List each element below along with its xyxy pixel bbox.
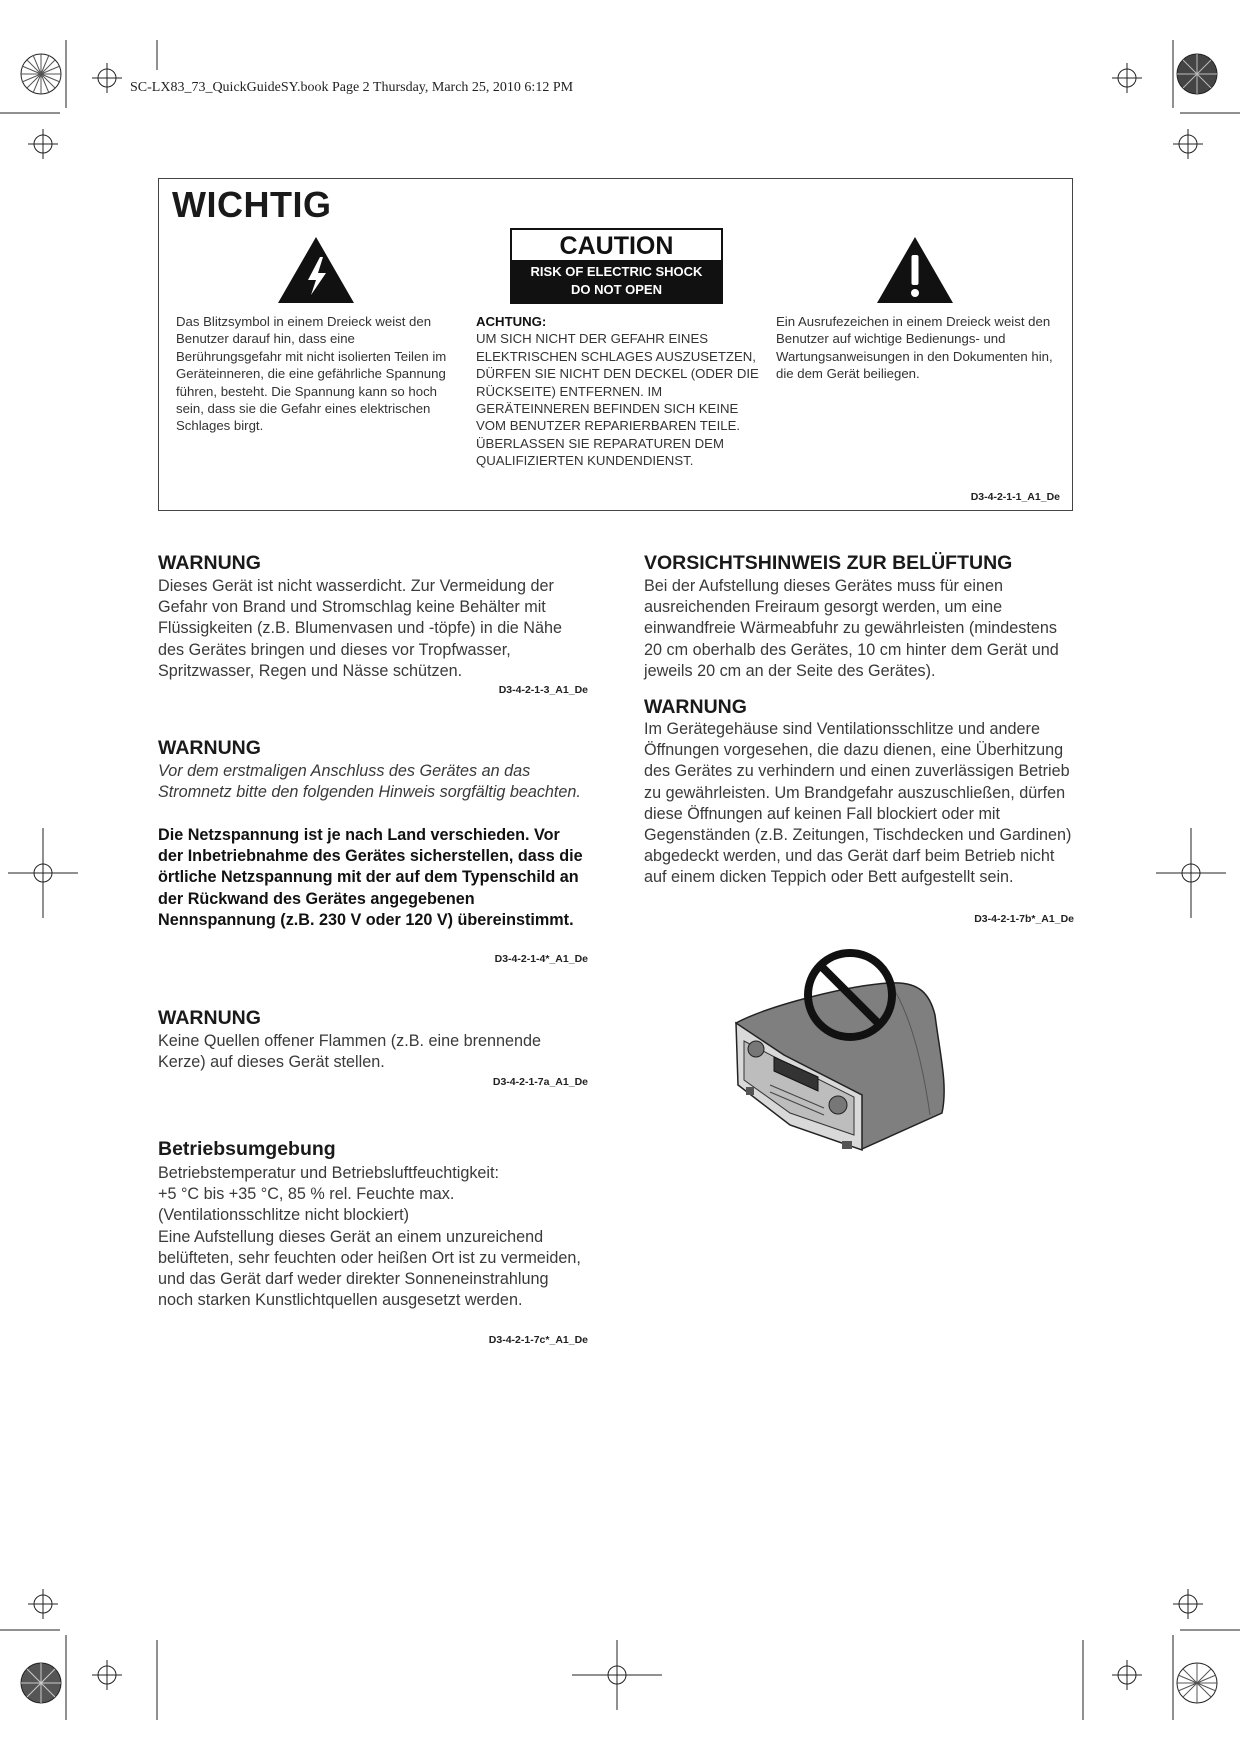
environment-text-2: +5 °C bis +35 °C, 85 % rel. Feuchte max. [158, 1185, 455, 1204]
covered-receiver-illustration [730, 945, 970, 1160]
crosshair-right-bottom [1173, 1589, 1203, 1619]
caution-band [512, 260, 721, 302]
left-warning-2-italic: Vor dem erstmaligen Anschluss des Gerätes an das Stromnetz bitte den folgenden Hinweis sorgfältig beachten. [158, 762, 581, 802]
achtung-text: UM SICH NICHT DER GEFAHR EINES ELEKTRISCHEN SCHLAGES AUSZUSETZEN, DÜRFEN SIE NICHT DEN DECKEL (ODER DIE RÜCKSEITE) ENTFERNEN. IM GERÄTEINNEREN BEFINDEN SICH KEINE VOM BENUTZER REPARIERBAREN TEILE. ÜBERLASSEN SIE REPARATUREN DEM QUALIFIZIERTEN KUNDENDIENST. [476, 331, 759, 469]
registration-target-bottom-left [21, 1663, 61, 1703]
crosshair-right-top [1173, 129, 1203, 159]
left-warning-2-code: D3-4-2-1-4*_A1_De [494, 953, 588, 965]
left-warning-3-code: D3-4-2-1-7a_A1_De [492, 1076, 588, 1088]
crosshair-top-a [92, 63, 122, 93]
registration-target-top-right [1177, 54, 1217, 94]
achtung-block [476, 313, 761, 470]
left-warning-1-title: WARNUNG [158, 552, 261, 574]
crosshair-top-b [1112, 63, 1142, 93]
crosshair-left-bottom [28, 1589, 58, 1619]
exclamation-explanation: Ein Ausrufezeichen in einem Dreieck weist den Benutzer auf wichtige Bedienungs- und Wartungsanweisungen in den Dokumenten hin, die dem Gerät beiliegen. [776, 314, 1053, 382]
exclamation-warning-icon [875, 235, 955, 305]
right-warning-title: WARNUNG [644, 696, 747, 718]
caution-line-1: RISK OF ELECTRIC SHOCK [530, 264, 703, 279]
file-header-line: SC-LX83_73_QuickGuideSY.book Page 2 Thursday, March 25, 2010 6:12 PM [130, 80, 574, 95]
caution-title: CAUTION [559, 232, 674, 260]
environment-text-1: Betriebstemperatur und Betriebsluftfeuchtigkeit: [158, 1164, 500, 1182]
left-warning-3-title: WARNUNG [158, 1007, 261, 1029]
important-title: WICHTIG [172, 184, 332, 225]
crosshair-bottom-b [1112, 1660, 1142, 1690]
registration-target-top-left [21, 54, 61, 94]
environment-text-4: Eine Aufstellung dieses Gerät an einem unzureichend belüfteten, sehr feuchten oder heißen Ort ist zu vermeiden, und das Gerät darf weder direkter Sonneneinstrahlung noch starken Kunstlichtquellen ausgesetzt werden. [158, 1227, 581, 1310]
registration-target-bottom-right [1177, 1663, 1217, 1703]
left-warning-1-code: D3-4-2-1-3_A1_De [498, 684, 588, 696]
crosshair-bottom-center [572, 1640, 662, 1710]
left-warning-2-bold: Die Netzspannung ist je nach Land verschieden. Vor der Inbetriebnahme des Gerätes sicherstellen, dass die örtliche Netzspannung mit der auf dem Typenschild an der Rückwand des Gerätes angegebenen Nennspannung (z.B. 230 V oder 120 V) übereinstimmt. [158, 826, 583, 929]
left-warning-3-text: Keine Quellen offener Flammen (z.B. eine brennende Kerze) auf dieses Gerät stellen. [158, 1032, 542, 1072]
achtung-label: ACHTUNG: [476, 314, 547, 329]
crosshair-left-mid [8, 828, 78, 918]
environment-code: D3-4-2-1-7c*_A1_De [488, 1334, 588, 1346]
environment-text [158, 1163, 588, 1311]
ventilation-text: Bei der Aufstellung dieses Gerätes muss für einen ausreichenden Freiraum gesorgt werden, um eine einwandfreie Wärmeabfuhr zu gewährleisten (mindestens 20 cm oberhalb des Gerätes, 10 cm hinter dem Gerät und jeweils 20 cm an der Seite des Gerätes). [644, 577, 1059, 680]
environment-text-3: (Ventilationsschlitze nicht blockiert) [158, 1206, 410, 1225]
environment-title: Betriebsumgebung [158, 1138, 336, 1160]
important-code: D3-4-2-1-1_A1_De [970, 491, 1060, 503]
caution-label [510, 228, 723, 304]
ventilation-title: VORSICHTSHINWEIS ZUR BELÜFTUNG [644, 552, 1013, 574]
left-warning-1-text: Dieses Gerät ist nicht wasserdicht. Zur Vermeidung der Gefahr von Brand und Stromschlag keine Behälter mit Flüssigkeiten (z.B. Blumenvasen und -töpfe) in die Nähe des Gerätes bringen und dieses vor Tropfwasser, Spritzwasser, Regen und Nässe schützen. [158, 577, 562, 680]
crosshair-right-mid [1156, 828, 1226, 918]
left-warning-2-title: WARNUNG [158, 737, 261, 759]
lightning-warning-icon [276, 235, 356, 305]
caution-line-2: DO NOT OPEN [570, 282, 662, 297]
crosshair-bottom-a [92, 1660, 122, 1690]
right-warning-code: D3-4-2-1-7b*_A1_De [974, 913, 1074, 925]
right-warning-text: Im Gerätegehäuse sind Ventilationsschlitze und andere Öffnungen vorgesehen, die dazu dienen, eine Überhitzung des Gerätes zu verhindern und einen zuverlässigen Betrieb zu gewährleisten. Um Brandgefahr auszuschließen, dürfen diese Öffnungen auf keinen Fall blockiert oder mit Gegenständen (z.B. Zeitungen, Tischdecken und Gardinen) abgedeckt werden, und das Gerät darf beim Betrieb nicht auf einem dicken Teppich oder Bett aufgestellt sein. [644, 720, 1072, 887]
lightning-explanation: Das Blitzsymbol in einem Dreieck weist den Benutzer darauf hin, dass eine Berührungsgefahr mit nicht isolierten Teilen im Geräteinneren, die eine gefährliche Spannung führen, besteht. Die Spannung kann so hoch sein, dass sie die Gefahr eines elektrischen Schlages birgt. [176, 314, 447, 434]
crosshair-left-top [28, 129, 58, 159]
